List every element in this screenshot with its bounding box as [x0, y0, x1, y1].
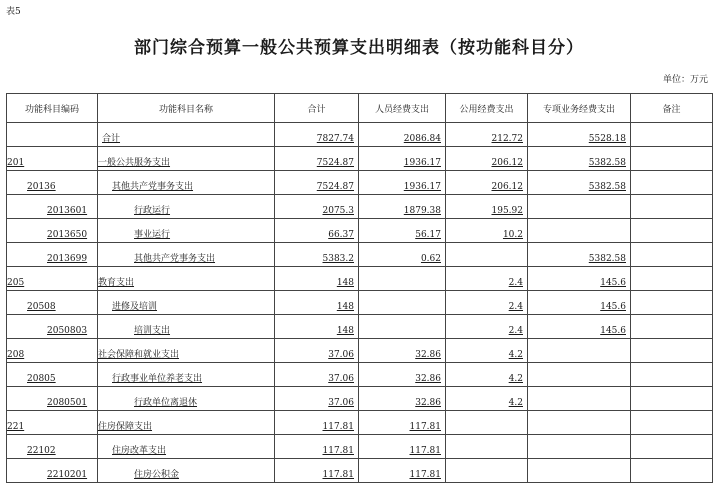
- cell-code: [7, 435, 98, 459]
- cell-public: [446, 219, 528, 243]
- cell-personnel-text: 117.81: [409, 446, 441, 456]
- cell-note: [631, 219, 713, 243]
- cell-name-text: 进修及培训: [112, 302, 158, 312]
- cell-name: [98, 147, 275, 171]
- cell-personnel: [359, 195, 446, 219]
- cell-personnel-text: 1936.17: [403, 158, 441, 168]
- cell-public: [446, 315, 528, 339]
- cell-code-text: 205: [7, 278, 25, 288]
- page-title: 部门综合预算一般公共预算支出明细表（按功能科目分）: [134, 38, 584, 58]
- cell-code-text: 22102: [27, 446, 56, 456]
- cell-total-text: 117.81: [322, 470, 354, 480]
- table-row: [7, 339, 713, 363]
- cell-total-text: 7524.87: [316, 158, 354, 168]
- cell-code-text: 221: [7, 422, 25, 432]
- cell-name-text: 合计: [102, 134, 121, 144]
- cell-personnel: [359, 387, 446, 411]
- cell-personnel: [359, 267, 446, 291]
- unit-label: 单位：万元: [662, 75, 708, 85]
- cell-public: [446, 339, 528, 363]
- cell-total: [275, 219, 359, 243]
- cell-name: [98, 291, 275, 315]
- cell-public-text: 2.4: [508, 278, 523, 288]
- cell-special: [528, 291, 631, 315]
- cell-name: [98, 219, 275, 243]
- cell-code-text: 2210201: [47, 470, 88, 480]
- cell-code-text: 20805: [27, 374, 56, 384]
- cell-special: [528, 459, 631, 483]
- cell-personnel: [359, 171, 446, 195]
- cell-personnel: [359, 291, 446, 315]
- cell-special: [528, 387, 631, 411]
- cell-code: [7, 387, 98, 411]
- cell-total: [275, 291, 359, 315]
- cell-personnel: [359, 243, 446, 267]
- table-row: [7, 411, 713, 435]
- cell-note: [631, 267, 713, 291]
- cell-public: [446, 147, 528, 171]
- cell-name-text: 住房公积金: [134, 470, 180, 480]
- cell-total-text: 5383.2: [322, 254, 354, 264]
- cell-code: [7, 315, 98, 339]
- cell-public: [446, 171, 528, 195]
- cell-name-text: 其他共产党事务支出: [134, 254, 216, 264]
- cell-name-text: 住房改革支出: [112, 446, 167, 456]
- cell-total: [275, 459, 359, 483]
- cell-name: [98, 315, 275, 339]
- cell-total: [275, 363, 359, 387]
- cell-special: [528, 267, 631, 291]
- cell-name: [98, 459, 275, 483]
- cell-public: [446, 291, 528, 315]
- cell-code: [7, 147, 98, 171]
- cell-code-text: 2080501: [47, 398, 88, 408]
- cell-public: [446, 195, 528, 219]
- cell-code: [7, 411, 98, 435]
- cell-total: [275, 411, 359, 435]
- cell-code: [7, 459, 98, 483]
- table-row: [7, 459, 713, 483]
- cell-note: [631, 411, 713, 435]
- table-row: [7, 435, 713, 459]
- cell-special-text: 145.6: [600, 278, 626, 288]
- cell-code: [7, 219, 98, 243]
- cell-total-text: 66.37: [328, 230, 354, 240]
- cell-personnel: [359, 219, 446, 243]
- cell-code: [7, 363, 98, 387]
- cell-total: [275, 387, 359, 411]
- cell-personnel-text: 2086.84: [403, 134, 441, 144]
- cell-note: [631, 459, 713, 483]
- table-row: [7, 219, 713, 243]
- cell-special: [528, 171, 631, 195]
- cell-total: [275, 339, 359, 363]
- cell-personnel: [359, 363, 446, 387]
- cell-personnel: [359, 435, 446, 459]
- table-row: [7, 315, 713, 339]
- cell-name-text: 社会保障和就业支出: [98, 350, 180, 360]
- column-header-note: 备注: [631, 94, 713, 123]
- cell-note: [631, 243, 713, 267]
- cell-special-text: 5382.58: [588, 182, 626, 192]
- cell-name: [98, 411, 275, 435]
- cell-name-text: 行政单位离退休: [134, 398, 198, 408]
- cell-personnel: [359, 411, 446, 435]
- cell-total: [275, 195, 359, 219]
- cell-name: [98, 339, 275, 363]
- expenditure-table: [6, 93, 713, 483]
- cell-name: [98, 363, 275, 387]
- cell-personnel: [359, 147, 446, 171]
- table-row: [7, 195, 713, 219]
- cell-total-text: 7524.87: [316, 182, 354, 192]
- column-header-total: 合计: [275, 94, 359, 123]
- cell-name-text: 事业运行: [134, 230, 171, 240]
- cell-code-text: 208: [7, 350, 25, 360]
- cell-name: [98, 435, 275, 459]
- cell-special: [528, 123, 631, 147]
- cell-personnel: [359, 123, 446, 147]
- cell-code-text: 20508: [27, 302, 56, 312]
- cell-total-text: 117.81: [322, 422, 354, 432]
- cell-special-text: 145.6: [600, 326, 626, 336]
- cell-name: [98, 243, 275, 267]
- cell-note: [631, 435, 713, 459]
- cell-total: [275, 171, 359, 195]
- cell-note: [631, 171, 713, 195]
- cell-personnel: [359, 459, 446, 483]
- cell-public-text: 2.4: [508, 326, 523, 336]
- cell-total-text: 148: [336, 326, 354, 336]
- cell-code: [7, 123, 98, 147]
- cell-code: [7, 243, 98, 267]
- cell-name-text: 培训支出: [134, 326, 171, 336]
- cell-personnel-text: 117.81: [409, 422, 441, 432]
- cell-special-text: 5528.18: [588, 134, 626, 144]
- column-header-public: 公用经费支出: [446, 94, 528, 123]
- cell-total-text: 7827.74: [316, 134, 354, 144]
- table-row: [7, 363, 713, 387]
- cell-special: [528, 339, 631, 363]
- table-row: [7, 123, 713, 147]
- cell-personnel-text: 1879.38: [403, 206, 441, 216]
- cell-note: [631, 147, 713, 171]
- cell-public: [446, 435, 528, 459]
- cell-name-text: 教育支出: [98, 278, 135, 288]
- cell-special: [528, 315, 631, 339]
- column-header-special: 专项业务经费支出: [528, 94, 631, 123]
- cell-note: [631, 291, 713, 315]
- cell-name-text: 其他共产党事务支出: [112, 182, 194, 192]
- cell-personnel-text: 0.62: [420, 254, 441, 264]
- table-row: [7, 147, 713, 171]
- cell-public-text: 206.12: [491, 158, 523, 168]
- cell-special-text: 145.6: [600, 302, 626, 312]
- cell-personnel-text: 32.86: [415, 350, 441, 360]
- cell-special: [528, 411, 631, 435]
- cell-special: [528, 195, 631, 219]
- cell-public-text: 4.2: [508, 350, 523, 360]
- cell-personnel-text: 56.17: [415, 230, 441, 240]
- table-row: [7, 243, 713, 267]
- table-row: [7, 291, 713, 315]
- cell-special: [528, 147, 631, 171]
- cell-code: [7, 339, 98, 363]
- cell-name: [98, 171, 275, 195]
- cell-public-text: 195.92: [491, 206, 523, 216]
- cell-total: [275, 267, 359, 291]
- cell-public: [446, 459, 528, 483]
- cell-total: [275, 147, 359, 171]
- cell-special: [528, 363, 631, 387]
- cell-code-text: 2050803: [47, 326, 88, 336]
- cell-public: [446, 411, 528, 435]
- column-header-code: 功能科目编码: [7, 94, 98, 123]
- cell-total-text: 117.81: [322, 446, 354, 456]
- cell-personnel-text: 1936.17: [403, 182, 441, 192]
- cell-special-text: 5382.58: [588, 158, 626, 168]
- cell-code: [7, 291, 98, 315]
- cell-code-text: 201: [7, 158, 25, 168]
- cell-total-text: 37.06: [328, 374, 354, 384]
- cell-total: [275, 243, 359, 267]
- cell-code: [7, 267, 98, 291]
- cell-note: [631, 387, 713, 411]
- cell-note: [631, 123, 713, 147]
- table-row: [7, 387, 713, 411]
- cell-code-text: 2013650: [47, 230, 88, 240]
- cell-personnel: [359, 339, 446, 363]
- table-header-row: [7, 94, 713, 123]
- cell-public-text: 212.72: [491, 134, 523, 144]
- cell-total-text: 148: [336, 302, 354, 312]
- cell-public-text: 10.2: [502, 230, 523, 240]
- table-label: 表5: [6, 7, 21, 17]
- cell-code-text: 20136: [27, 182, 56, 192]
- cell-public-text: 2.4: [508, 302, 523, 312]
- cell-name: [98, 123, 275, 147]
- cell-public: [446, 363, 528, 387]
- cell-name-text: 行政事业单位养老支出: [112, 374, 203, 384]
- cell-public-text: 206.12: [491, 182, 523, 192]
- cell-name: [98, 387, 275, 411]
- cell-total-text: 37.06: [328, 398, 354, 408]
- cell-personnel-text: 32.86: [415, 398, 441, 408]
- cell-total: [275, 123, 359, 147]
- table-row: [7, 267, 713, 291]
- cell-note: [631, 363, 713, 387]
- table-body: [7, 123, 713, 483]
- column-header-name: 功能科目名称: [98, 94, 275, 123]
- cell-public-text: 4.2: [508, 374, 523, 384]
- cell-code-text: 2013601: [47, 206, 88, 216]
- cell-public-text: 4.2: [508, 398, 523, 408]
- cell-code: [7, 195, 98, 219]
- cell-total: [275, 435, 359, 459]
- cell-name: [98, 267, 275, 291]
- cell-public: [446, 267, 528, 291]
- cell-total-text: 37.06: [328, 350, 354, 360]
- cell-total-text: 148: [336, 278, 354, 288]
- cell-special: [528, 219, 631, 243]
- table-row: [7, 171, 713, 195]
- cell-special: [528, 243, 631, 267]
- cell-code-text: 2013699: [47, 254, 88, 264]
- cell-name: [98, 195, 275, 219]
- cell-total: [275, 315, 359, 339]
- cell-code: [7, 171, 98, 195]
- cell-personnel-text: 32.86: [415, 374, 441, 384]
- cell-name-text: 行政运行: [134, 206, 171, 216]
- cell-name-text: 住房保障支出: [98, 422, 153, 432]
- column-header-personnel: 人员经费支出: [359, 94, 446, 123]
- cell-public: [446, 123, 528, 147]
- cell-note: [631, 315, 713, 339]
- cell-personnel: [359, 315, 446, 339]
- cell-special-text: 5382.58: [588, 254, 626, 264]
- cell-total-text: 2075.3: [322, 206, 354, 216]
- cell-note: [631, 339, 713, 363]
- cell-note: [631, 195, 713, 219]
- cell-public: [446, 387, 528, 411]
- cell-public: [446, 243, 528, 267]
- cell-personnel-text: 117.81: [409, 470, 441, 480]
- cell-special: [528, 435, 631, 459]
- cell-name-text: 一般公共服务支出: [98, 158, 171, 168]
